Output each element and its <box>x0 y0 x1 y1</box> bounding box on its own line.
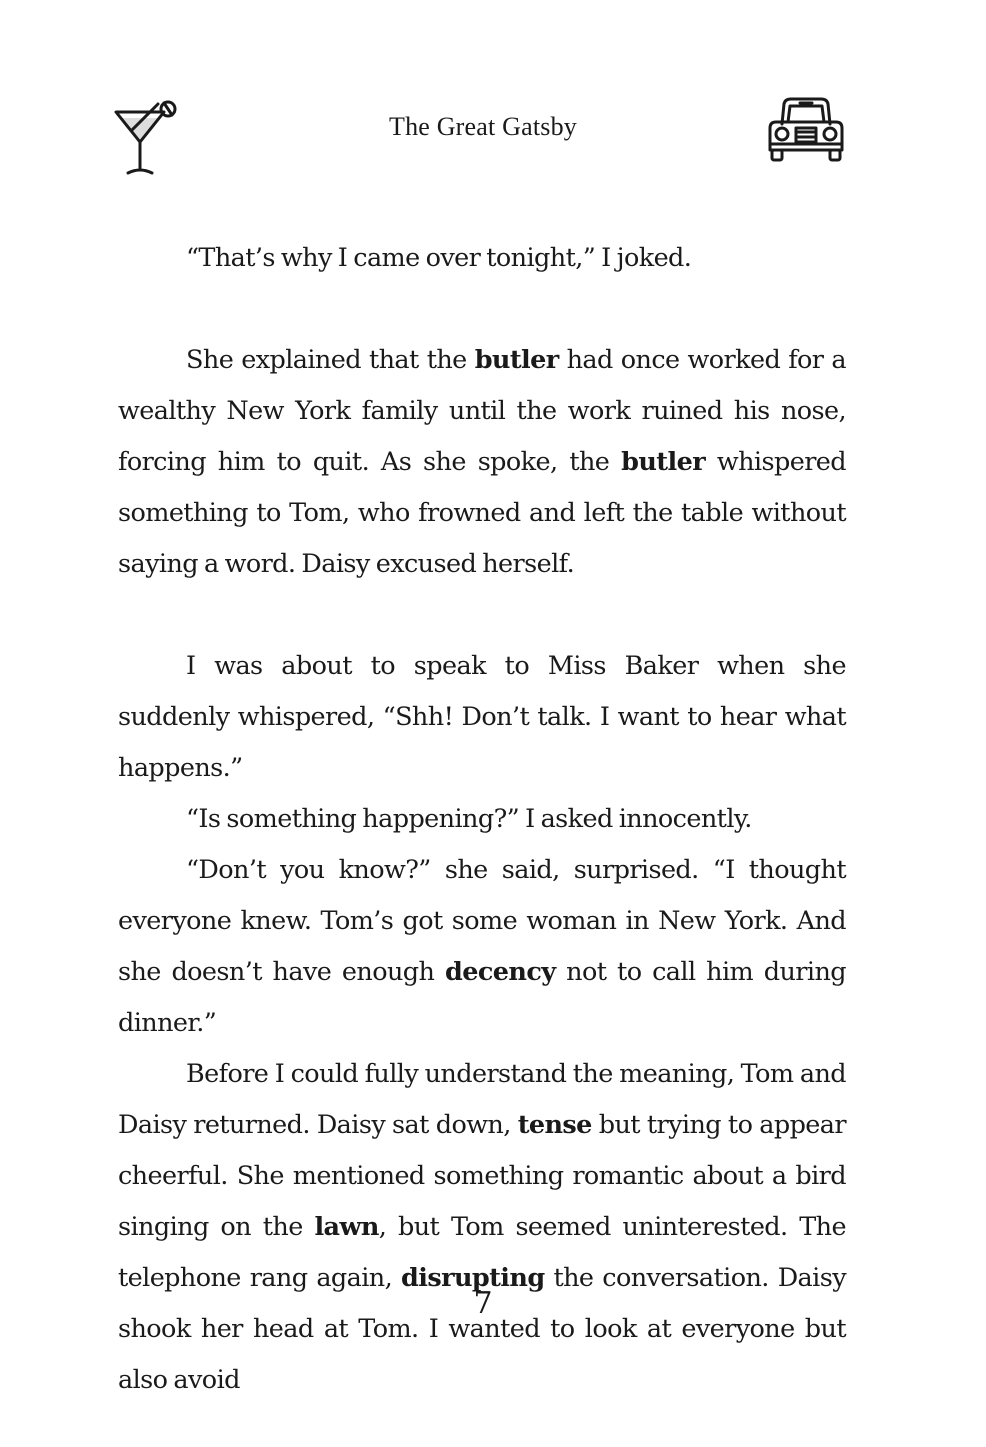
vintage-car-icon <box>764 94 848 166</box>
body-text <box>118 233 846 1406</box>
page-header <box>0 90 986 200</box>
paragraph: “That’s why I came over tonight,” I joked. <box>186 243 692 273</box>
vocabulary-word: decency <box>445 957 556 987</box>
vocabulary-word: butler <box>621 447 706 477</box>
vocabulary-word: tense <box>517 1110 592 1140</box>
page-number: 7 <box>473 1286 493 1321</box>
paragraph: “Don’t you know?” she said, surprised. “I thought everyone knew. Tom’s got some woman in New York. And she doesn’t have enough decency not to call him during dinner.” <box>118 855 846 1038</box>
vocabulary-word: butler <box>474 345 559 375</box>
vocabulary-word: disrupting <box>401 1263 545 1293</box>
paragraph: I was about to speak to Miss Baker when she suddenly whispered, “Shh! Don’t talk. I want to hear what happens.” <box>118 651 846 783</box>
vocabulary-word: lawn <box>314 1212 379 1242</box>
running-title: The Great Gatsby <box>388 112 578 141</box>
paragraph: “Is something happening?” I asked innocently. <box>186 804 752 834</box>
paragraph: She explained that the butler had once worked for a wealthy New York family until the work ruined his nose, forcing him to quit. As she spoke, the butler whispered something to Tom, who frowned and left the table without saying a word. Daisy excused herself. <box>118 345 846 579</box>
paragraph: Before I could fully understand the meaning, Tom and Daisy returned. Daisy sat down, tense but trying to appear cheerful. She mentioned something romantic about a bird singing on the lawn, but Tom seemed uninterested. The telephone rang again, disrupting the conversation. Daisy shook her head at Tom. I wanted to look at everyone but also avoid <box>118 1059 846 1395</box>
